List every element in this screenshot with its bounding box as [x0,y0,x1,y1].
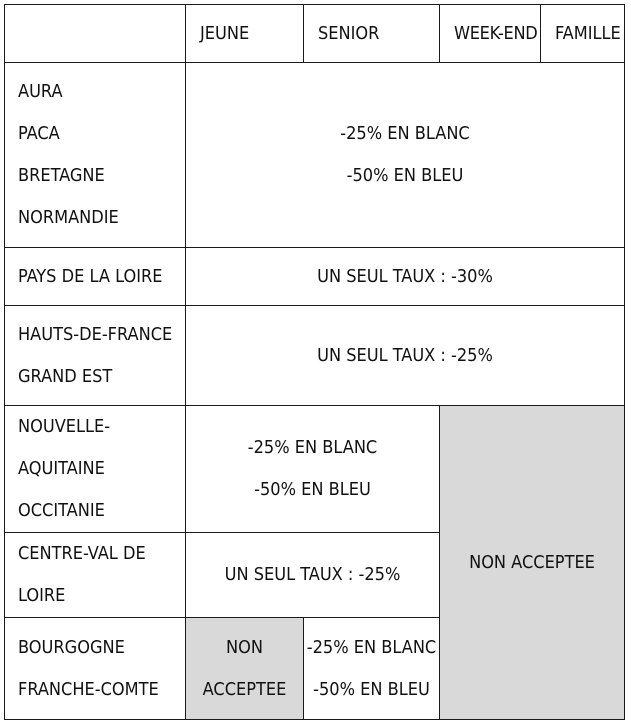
rate-cell: UN SEUL TAUX : -30% [186,248,625,306]
region-cell [5,63,186,248]
region-name: AURA [18,81,63,102]
rate-line: -50% EN BLEU [313,678,430,700]
rate-cell [304,618,440,720]
table-row [5,306,625,406]
non-acceptee-block: NON ACCEPTEE [440,406,625,720]
header-week-end: WEEK-END [440,5,541,63]
region-name: OCCITANIE [18,500,105,521]
rate-cell: UN SEUL TAUX : -25% [186,306,625,406]
region-cell [5,618,186,720]
table-row [5,248,625,306]
header-corner-cell [5,5,186,63]
table-row [5,63,625,248]
region-name: NOUVELLE-AQUITAINE [18,416,111,479]
header-famille: FAMILLE [541,5,625,63]
header-senior: SENIOR [304,5,440,63]
region-cell [5,306,186,406]
header-jeune: JEUNE [186,5,304,63]
region-name: GRAND EST [18,365,113,387]
region-name: HAUTS-DE-FRANCE [18,323,173,345]
region-name: PAYS DE LA LOIRE [18,265,163,287]
rate-line: -50% EN BLEU [346,165,464,186]
region-cell [5,406,186,533]
rate-line: NON [226,636,263,658]
rate-cell: UN SEUL TAUX : -25% [186,533,440,618]
region-name: PACA [18,123,60,144]
rate-line: -50% EN BLEU [254,479,371,500]
rate-line: -25% EN BLANC [340,123,470,144]
rate-line: -25% EN BLANC [247,437,378,458]
region-cell [5,533,186,618]
region-name: BRETAGNE [18,165,105,186]
region-cell [5,248,186,306]
header-row [5,5,625,63]
region-name: FRANCHE-COMTE [18,678,159,700]
rate-line: ACCEPTEE [202,678,287,700]
reduction-table [4,4,625,720]
table-row [5,406,625,533]
region-name: CENTRE-VAL DE LOIRE [18,543,146,606]
jeune-non-acceptee-cell [186,618,304,720]
rate-line: -25% EN BLANC [306,636,437,658]
region-name: BOURGOGNE [18,636,125,658]
rate-cell [186,63,625,248]
region-name: NORMANDIE [18,207,119,228]
rate-cell [186,406,440,533]
